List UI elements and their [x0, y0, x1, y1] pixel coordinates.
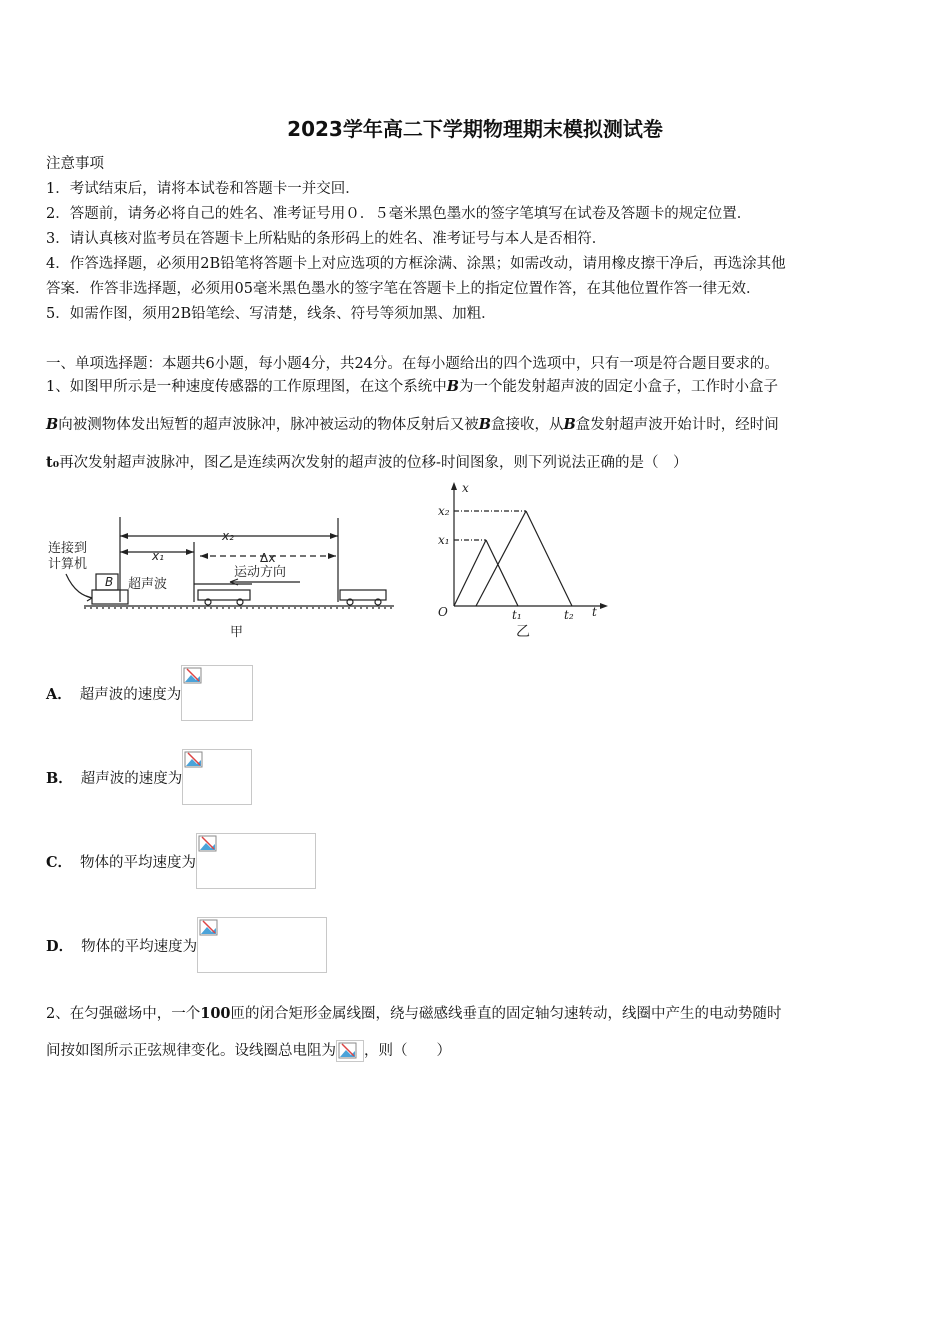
svg-text:甲: 甲 [230, 625, 244, 640]
page-title: 2023学年高二下学期物理期末模拟测试卷 [287, 117, 663, 141]
svg-text:x₁: x₁ [152, 549, 164, 563]
notice-item: 3．请认真核对监考员在答题卡上所粘贴的条形码上的姓名、准考证号与本人是否相符． [46, 231, 607, 247]
svg-text:运动方向: 运动方向 [234, 565, 287, 580]
question-1-stem: 1、如图甲所示是一种速度传感器的工作原理图，在这个系统中B为一个能发射超声波的固定小盒子，工作时小盒子 B向被测物体发出短暂的超声波脉冲，脉冲被运动的物体反射后又被B盒接收，从B盒发射超声波开始计时，经时间 t₀再次发射超声波脉冲，图乙是连续两次发射的超声波的位移-时间图象，则下列说法正确的是（ ） [46, 378, 779, 471]
broken-image-icon [198, 835, 218, 853]
svg-text:乙: 乙 [516, 624, 530, 640]
svg-text:超声波: 超声波 [128, 577, 168, 592]
formula-image [182, 749, 252, 805]
broken-image-icon [183, 667, 203, 685]
svg-text:x₂: x₂ [222, 529, 234, 543]
formula-image [196, 833, 316, 889]
formula-image [181, 665, 253, 721]
option-a[interactable]: A． 超声波的速度为 [46, 665, 253, 721]
option-c[interactable]: C． 物体的平均速度为 [46, 833, 316, 889]
svg-text:O: O [438, 605, 448, 619]
section-heading: 一、单项选择题：本题共6小题，每小题4分，共24分。在每小题给出的四个选项中，只有一项是符合题目要求的。 [46, 356, 779, 372]
svg-text:计算机: 计算机 [48, 557, 88, 572]
svg-text:Δx: Δx [260, 551, 276, 565]
broken-image-icon [338, 1042, 358, 1060]
notice-heading: 注意事项 [46, 156, 104, 172]
notice-item: 4．作答选择题，必须用2B铅笔将答题卡上对应选项的方框涂满、涂黑；如需改动，请用橡皮擦干净后，再选涂其他 [46, 256, 786, 272]
svg-text:x₂: x₂ [438, 504, 450, 518]
svg-text:t₂: t₂ [564, 608, 574, 622]
svg-text:x: x [462, 481, 469, 495]
svg-text:x₁: x₁ [438, 533, 450, 547]
notice-item: 答案．作答非选择题，必须用05毫米黑色墨水的签字笔在答题卡上的指定位置作答，在其他位置作答一律无效． [46, 281, 761, 297]
broken-image-icon [184, 751, 204, 769]
notice-item: 2．答题前，请务必将自己的姓名、准考证号用０．５毫米黑色墨水的签字笔填写在试卷及答题卡的规定位置． [46, 206, 752, 222]
formula-image [336, 1040, 364, 1062]
notice-item: 1．考试结束后，请将本试卷和答题卡一并交回． [46, 181, 360, 197]
svg-text:连接到: 连接到 [48, 541, 88, 556]
question-2-stem: 2、在匀强磁场中，一个100匝的闭合矩形金属线圈，绕与磁感线垂直的固定轴匀速转动，线圈中产生的电动势随时 间按如图所示正弦规律变化。设线圈总电阻为 ，则（ ） [46, 995, 906, 1070]
svg-text:t₁: t₁ [512, 608, 522, 622]
figure-b-xt-graph [432, 478, 612, 643]
svg-text:t: t [592, 605, 597, 619]
svg-text:B: B [105, 575, 114, 589]
notice-item: 5．如需作图，须用2B铅笔绘、写清楚，线条、符号等须加黑、加粗． [46, 306, 496, 322]
option-b[interactable]: B． 超声波的速度为 [46, 749, 252, 805]
option-d[interactable]: D． 物体的平均速度为 [46, 917, 327, 973]
broken-image-icon [199, 919, 219, 937]
formula-image [197, 917, 327, 973]
figure-a-sensor [44, 512, 404, 642]
